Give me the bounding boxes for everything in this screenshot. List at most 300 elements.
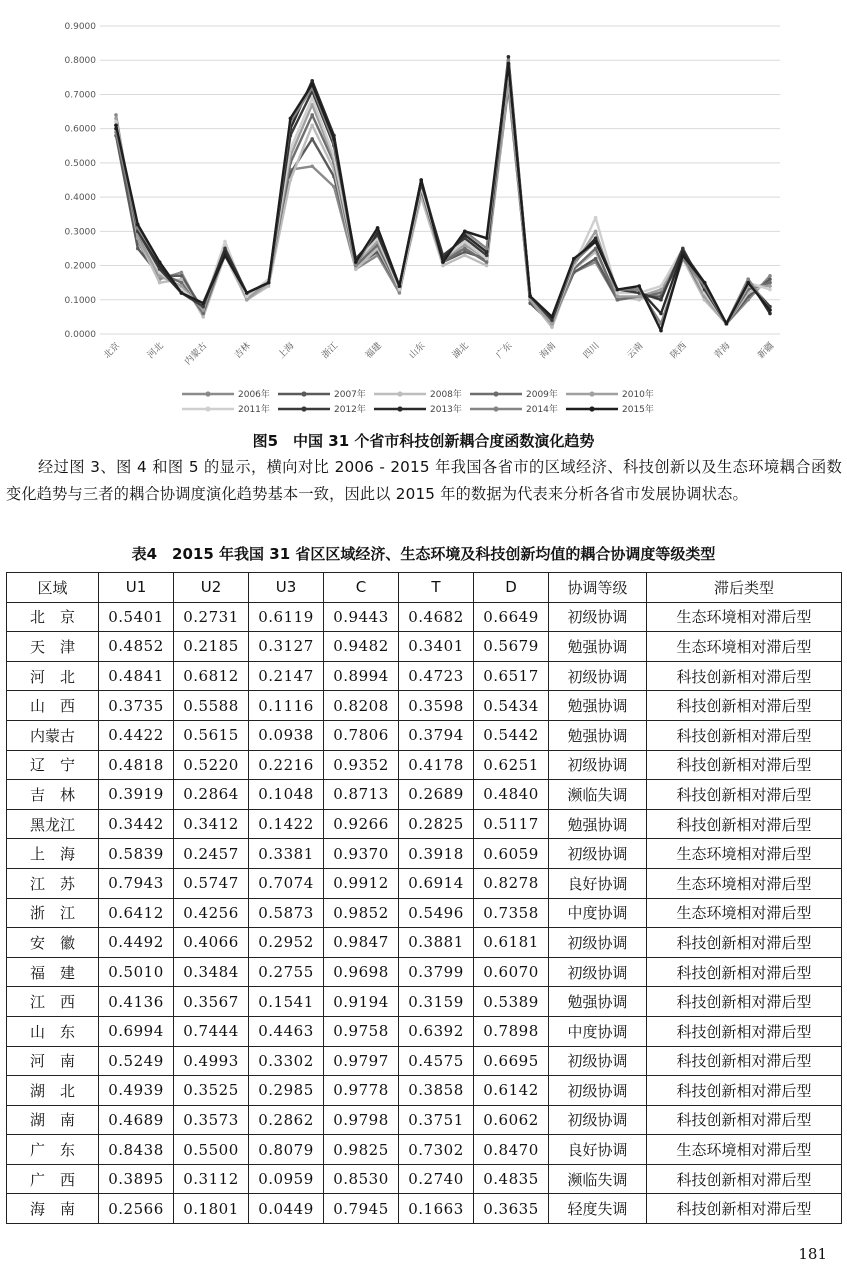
- table-header-cell: 区域: [7, 573, 99, 603]
- value-cell: 0.3799: [399, 957, 474, 987]
- value-cell: 0.3401: [399, 632, 474, 662]
- legend-marker: [301, 391, 306, 396]
- lag-type-cell: 生态环境相对滞后型: [647, 898, 842, 928]
- value-cell: 0.2740: [399, 1164, 474, 1194]
- value-cell: 0.3735: [99, 691, 174, 721]
- table-row: [7, 809, 842, 839]
- data-point: [114, 113, 118, 117]
- data-point: [768, 274, 772, 278]
- data-point: [768, 281, 772, 285]
- level-cell: 勉强协调: [549, 691, 647, 721]
- value-cell: 0.2147: [249, 661, 324, 691]
- value-cell: 0.2755: [249, 957, 324, 987]
- data-point: [310, 79, 314, 83]
- level-cell: 濒临失调: [549, 1164, 647, 1194]
- value-cell: 0.6059: [474, 839, 549, 869]
- value-cell: 0.5389: [474, 987, 549, 1017]
- table-row: [7, 898, 842, 928]
- value-cell: 0.2864: [174, 780, 249, 810]
- value-cell: 0.8208: [324, 691, 399, 721]
- value-cell: 0.7945: [324, 1194, 399, 1224]
- data-point: [768, 312, 772, 316]
- data-point: [594, 216, 598, 220]
- data-point: [180, 277, 184, 281]
- value-cell: 0.1116: [249, 691, 324, 721]
- data-point: [180, 274, 184, 278]
- value-cell: 0.3442: [99, 809, 174, 839]
- value-cell: 0.2216: [249, 750, 324, 780]
- value-cell: 0.3919: [99, 780, 174, 810]
- value-cell: 0.2862: [249, 1105, 324, 1135]
- data-point: [310, 82, 314, 86]
- legend-label: 2006年: [238, 390, 270, 400]
- lag-type-cell: 科技创新相对滞后型: [647, 1016, 842, 1046]
- lag-type-cell: 科技创新相对滞后型: [647, 691, 842, 721]
- y-tick-label: 0.9000: [64, 22, 96, 32]
- legend-label: 2008年: [430, 390, 462, 400]
- value-cell: 0.1663: [399, 1194, 474, 1224]
- value-cell: 0.9758: [324, 1016, 399, 1046]
- y-tick-label: 0.0000: [64, 330, 96, 340]
- value-cell: 0.4841: [99, 661, 174, 691]
- data-point: [136, 236, 140, 240]
- table-row: [7, 1046, 842, 1076]
- lag-type-cell: 生态环境相对滞后型: [647, 1135, 842, 1165]
- data-point: [485, 250, 489, 254]
- value-cell: 0.3112: [174, 1164, 249, 1194]
- value-cell: 0.5839: [99, 839, 174, 869]
- data-point: [485, 260, 489, 264]
- value-cell: 0.6119: [249, 602, 324, 632]
- x-tick-label: 四川: [581, 341, 602, 361]
- chart-gridlines: [100, 26, 780, 334]
- x-tick-label: 新疆: [756, 341, 777, 361]
- region-cell: 广 西: [7, 1164, 99, 1194]
- table-caption: 表4 2015 年我国 31 省区区域经济、生态环境及科技创新均值的耦合协调度等级类型: [131, 545, 716, 563]
- legend-marker: [397, 391, 402, 396]
- value-cell: 0.6517: [474, 661, 549, 691]
- data-point: [180, 281, 184, 285]
- data-point: [310, 165, 314, 169]
- x-tick-label: 上海: [276, 341, 297, 361]
- lag-type-cell: 生态环境相对滞后型: [647, 632, 842, 662]
- value-cell: 0.6812: [174, 661, 249, 691]
- level-cell: 勉强协调: [549, 720, 647, 750]
- region-cell: 北 京: [7, 602, 99, 632]
- value-cell: 0.3412: [174, 809, 249, 839]
- data-point: [703, 281, 707, 285]
- value-cell: 0.4422: [99, 720, 174, 750]
- value-cell: 0.8438: [99, 1135, 174, 1165]
- level-cell: 初级协调: [549, 1046, 647, 1076]
- value-cell: 0.3484: [174, 957, 249, 987]
- coupling-trend-chart: [0, 0, 847, 425]
- data-point: [594, 257, 598, 261]
- table-header-cell: D: [474, 573, 549, 603]
- figure-caption: 图5 中国 31 个省市科技创新耦合度函数演化趋势: [252, 432, 595, 450]
- legend-label: 2014年: [526, 405, 558, 415]
- value-cell: 0.5496: [399, 898, 474, 928]
- chart-legend: [182, 388, 654, 415]
- value-cell: 0.7302: [399, 1135, 474, 1165]
- value-cell: 0.5873: [249, 898, 324, 928]
- x-tick-label: 广东: [494, 341, 515, 361]
- value-cell: 0.5679: [474, 632, 549, 662]
- data-point: [746, 277, 750, 281]
- lag-type-cell: 科技创新相对滞后型: [647, 780, 842, 810]
- legend-marker: [397, 406, 402, 411]
- region-cell: 上 海: [7, 839, 99, 869]
- data-point: [768, 308, 772, 312]
- level-cell: 初级协调: [549, 661, 647, 691]
- table-header-cell: U1: [99, 573, 174, 603]
- table-row: [7, 1164, 842, 1194]
- value-cell: 0.4256: [174, 898, 249, 928]
- table-row: [7, 661, 842, 691]
- data-point: [441, 264, 445, 268]
- value-cell: 0.5220: [174, 750, 249, 780]
- data-point: [463, 230, 467, 234]
- table-header-cell: U3: [249, 573, 324, 603]
- region-cell: 河 北: [7, 661, 99, 691]
- data-point: [746, 281, 750, 285]
- y-tick-label: 0.6000: [64, 124, 96, 135]
- value-cell: 0.4852: [99, 632, 174, 662]
- x-tick-label: 吉林: [233, 341, 253, 361]
- y-tick-label: 0.2000: [64, 261, 96, 272]
- lag-type-cell: 科技创新相对滞后型: [647, 809, 842, 839]
- data-point: [463, 253, 467, 257]
- table-row: [7, 750, 842, 780]
- data-point: [354, 260, 358, 264]
- data-point: [594, 236, 598, 240]
- table-header-cell: C: [324, 573, 399, 603]
- legend-marker: [205, 391, 210, 396]
- value-cell: 0.4840: [474, 780, 549, 810]
- x-axis-ticks: [101, 340, 776, 368]
- lag-type-cell: 科技创新相对滞后型: [647, 1105, 842, 1135]
- table-header-cell: T: [399, 573, 474, 603]
- data-point: [245, 298, 249, 302]
- value-cell: 0.6695: [474, 1046, 549, 1076]
- level-cell: 初级协调: [549, 602, 647, 632]
- value-cell: 0.5588: [174, 691, 249, 721]
- table-header-row: [7, 573, 842, 603]
- table-row: [7, 1135, 842, 1165]
- data-point: [572, 257, 576, 261]
- data-point: [419, 178, 423, 182]
- lag-type-cell: 科技创新相对滞后型: [647, 1046, 842, 1076]
- value-cell: 0.8530: [324, 1164, 399, 1194]
- level-cell: 中度协调: [549, 1016, 647, 1046]
- value-cell: 0.8278: [474, 868, 549, 898]
- level-cell: 初级协调: [549, 750, 647, 780]
- data-point: [594, 240, 598, 244]
- x-tick-label: 青海: [712, 341, 733, 361]
- value-cell: 0.6251: [474, 750, 549, 780]
- lag-type-cell: 科技创新相对滞后型: [647, 987, 842, 1017]
- level-cell: 初级协调: [549, 839, 647, 869]
- data-point: [681, 247, 685, 251]
- value-cell: 0.4178: [399, 750, 474, 780]
- value-cell: 0.9443: [324, 602, 399, 632]
- level-cell: 初级协调: [549, 1105, 647, 1135]
- value-cell: 0.5747: [174, 868, 249, 898]
- region-cell: 内蒙古: [7, 720, 99, 750]
- table-row: [7, 780, 842, 810]
- data-point: [332, 137, 336, 141]
- region-cell: 江 苏: [7, 868, 99, 898]
- data-point: [594, 230, 598, 234]
- region-cell: 湖 南: [7, 1105, 99, 1135]
- region-cell: 河 南: [7, 1046, 99, 1076]
- value-cell: 0.9778: [324, 1076, 399, 1106]
- y-tick-label: 0.4000: [64, 193, 96, 204]
- value-cell: 0.2825: [399, 809, 474, 839]
- value-cell: 0.7943: [99, 868, 174, 898]
- table-row: [7, 1194, 842, 1224]
- legend-label: 2013年: [430, 405, 462, 415]
- value-cell: 0.9825: [324, 1135, 399, 1165]
- data-point: [659, 312, 663, 316]
- data-point: [616, 288, 620, 292]
- value-cell: 0.4993: [174, 1046, 249, 1076]
- data-point: [485, 257, 489, 261]
- value-cell: 0.5442: [474, 720, 549, 750]
- value-cell: 0.2731: [174, 602, 249, 632]
- series-lines: [114, 55, 772, 332]
- data-point: [289, 117, 293, 121]
- data-point: [768, 288, 772, 292]
- y-tick-label: 0.7000: [64, 90, 96, 101]
- region-cell: 浙 江: [7, 898, 99, 928]
- value-cell: 0.5010: [99, 957, 174, 987]
- lag-type-cell: 科技创新相对滞后型: [647, 1194, 842, 1224]
- table-row: [7, 928, 842, 958]
- x-tick-label: 海南: [538, 341, 559, 361]
- data-point: [310, 123, 314, 127]
- y-axis-ticks: [65, 22, 97, 340]
- table-header-cell: U2: [174, 573, 249, 603]
- value-cell: 0.7358: [474, 898, 549, 928]
- lag-type-cell: 科技创新相对滞后型: [647, 661, 842, 691]
- value-cell: 0.5434: [474, 691, 549, 721]
- value-cell: 0.3751: [399, 1105, 474, 1135]
- region-cell: 广 东: [7, 1135, 99, 1165]
- value-cell: 0.4818: [99, 750, 174, 780]
- level-cell: 初级协调: [549, 928, 647, 958]
- legend-marker: [205, 406, 210, 411]
- data-point: [180, 271, 184, 275]
- level-cell: 轻度失调: [549, 1194, 647, 1224]
- value-cell: 0.4136: [99, 987, 174, 1017]
- value-cell: 0.8994: [324, 661, 399, 691]
- value-cell: 0.9352: [324, 750, 399, 780]
- value-cell: 0.4682: [399, 602, 474, 632]
- legend-marker: [493, 406, 498, 411]
- value-cell: 0.2689: [399, 780, 474, 810]
- data-point: [310, 113, 314, 117]
- table-row: [7, 987, 842, 1017]
- legend-label: 2010年: [622, 390, 654, 400]
- value-cell: 0.3598: [399, 691, 474, 721]
- data-point: [223, 247, 227, 251]
- value-cell: 0.6181: [474, 928, 549, 958]
- value-cell: 0.2457: [174, 839, 249, 869]
- data-point: [659, 329, 663, 333]
- data-point: [616, 291, 620, 295]
- data-point: [550, 325, 554, 329]
- value-cell: 0.6392: [399, 1016, 474, 1046]
- y-tick-label: 0.5000: [64, 158, 96, 169]
- value-cell: 0.6914: [399, 868, 474, 898]
- lag-type-cell: 科技创新相对滞后型: [647, 750, 842, 780]
- region-cell: 黑龙江: [7, 809, 99, 839]
- value-cell: 0.9798: [324, 1105, 399, 1135]
- value-cell: 0.6412: [99, 898, 174, 928]
- table-body: [7, 602, 842, 1223]
- x-tick-label: 云南: [625, 341, 646, 361]
- data-point: [114, 120, 118, 124]
- data-point: [507, 55, 511, 59]
- region-cell: 辽 宁: [7, 750, 99, 780]
- data-point: [637, 284, 641, 288]
- table-row: [7, 1016, 842, 1046]
- data-point: [550, 322, 554, 326]
- data-point: [201, 315, 205, 319]
- data-point: [485, 264, 489, 268]
- value-cell: 0.7444: [174, 1016, 249, 1046]
- data-point: [245, 295, 249, 299]
- region-cell: 天 津: [7, 632, 99, 662]
- value-cell: 0.6649: [474, 602, 549, 632]
- data-point: [267, 281, 271, 285]
- data-point: [398, 291, 402, 295]
- value-cell: 0.6062: [474, 1105, 549, 1135]
- region-cell: 福 建: [7, 957, 99, 987]
- value-cell: 0.6142: [474, 1076, 549, 1106]
- table-row: [7, 839, 842, 869]
- data-point: [485, 247, 489, 251]
- value-cell: 0.5500: [174, 1135, 249, 1165]
- data-point: [681, 250, 685, 254]
- level-cell: 初级协调: [549, 1076, 647, 1106]
- value-cell: 0.3895: [99, 1164, 174, 1194]
- value-cell: 0.4723: [399, 661, 474, 691]
- value-cell: 0.3573: [174, 1105, 249, 1135]
- lag-type-cell: 科技创新相对滞后型: [647, 928, 842, 958]
- value-cell: 0.9482: [324, 632, 399, 662]
- data-point: [550, 319, 554, 323]
- value-cell: 0.4939: [99, 1076, 174, 1106]
- value-cell: 0.1801: [174, 1194, 249, 1224]
- data-point: [158, 260, 162, 264]
- data-point: [637, 298, 641, 302]
- data-point: [507, 62, 511, 66]
- value-cell: 0.9847: [324, 928, 399, 958]
- value-cell: 0.4689: [99, 1105, 174, 1135]
- lag-type-cell: 生态环境相对滞后型: [647, 602, 842, 632]
- x-tick-label: 陕西: [669, 341, 689, 361]
- level-cell: 濒临失调: [549, 780, 647, 810]
- body-paragraph: 经过图 3、图 4 和图 5 的显示，横向对比 2006 - 2015 年我国各省市的区域经济、科技创新以及生态环境耦合函数变化趋势与三者的耦合协调度演化趋势基本一致，因此以 2015 年的数据为代表来分析各省市发展协调状态。: [6, 458, 842, 503]
- value-cell: 0.7806: [324, 720, 399, 750]
- level-cell: 勉强协调: [549, 632, 647, 662]
- value-cell: 0.5249: [99, 1046, 174, 1076]
- value-cell: 0.9912: [324, 868, 399, 898]
- data-point: [616, 298, 620, 302]
- legend-label: 2012年: [334, 405, 366, 415]
- data-point: [354, 267, 358, 271]
- value-cell: 0.8079: [249, 1135, 324, 1165]
- data-point: [398, 288, 402, 292]
- data-point: [136, 223, 140, 227]
- x-tick-label: 浙江: [320, 341, 341, 361]
- lag-type-cell: 生态环境相对滞后型: [647, 868, 842, 898]
- table-row: [7, 691, 842, 721]
- data-point: [659, 298, 663, 302]
- value-cell: 0.2566: [99, 1194, 174, 1224]
- region-cell: 山 西: [7, 691, 99, 721]
- legend-label: 2007年: [334, 390, 366, 400]
- data-point: [637, 295, 641, 299]
- data-point: [398, 284, 402, 288]
- data-point: [114, 117, 118, 121]
- data-point: [550, 315, 554, 319]
- lag-type-cell: 科技创新相对滞后型: [647, 1076, 842, 1106]
- value-cell: 0.8713: [324, 780, 399, 810]
- data-point: [768, 277, 772, 281]
- data-point: [158, 281, 162, 285]
- value-cell: 0.0938: [249, 720, 324, 750]
- value-cell: 0.2952: [249, 928, 324, 958]
- legend-marker: [589, 391, 594, 396]
- value-cell: 0.4835: [474, 1164, 549, 1194]
- value-cell: 0.2985: [249, 1076, 324, 1106]
- value-cell: 0.1541: [249, 987, 324, 1017]
- value-cell: 0.9266: [324, 809, 399, 839]
- region-cell: 海 南: [7, 1194, 99, 1224]
- data-point: [681, 253, 685, 257]
- data-point: [223, 250, 227, 254]
- x-tick-label: 山东: [407, 341, 428, 361]
- data-point: [201, 308, 205, 312]
- value-cell: 0.1048: [249, 780, 324, 810]
- value-cell: 0.3567: [174, 987, 249, 1017]
- data-point: [114, 123, 118, 127]
- value-cell: 0.6070: [474, 957, 549, 987]
- data-point: [659, 284, 663, 288]
- value-cell: 0.3127: [249, 632, 324, 662]
- data-point: [180, 291, 184, 295]
- level-cell: 勉强协调: [549, 987, 647, 1017]
- page-number: 181: [798, 1245, 827, 1263]
- data-point: [245, 291, 249, 295]
- value-cell: 0.7898: [474, 1016, 549, 1046]
- value-cell: 0.9194: [324, 987, 399, 1017]
- data-point: [136, 247, 140, 251]
- legend-label: 2015年: [622, 405, 654, 415]
- table-row: [7, 1105, 842, 1135]
- lag-type-cell: 生态环境相对滞后型: [647, 839, 842, 869]
- value-cell: 0.7074: [249, 868, 324, 898]
- legend-label: 2009年: [526, 390, 558, 400]
- x-tick-label: 北京: [102, 341, 123, 361]
- y-tick-label: 0.3000: [64, 227, 96, 238]
- data-point: [201, 305, 205, 309]
- data-point: [485, 253, 489, 257]
- table-header-cell: 协调等级: [549, 573, 647, 603]
